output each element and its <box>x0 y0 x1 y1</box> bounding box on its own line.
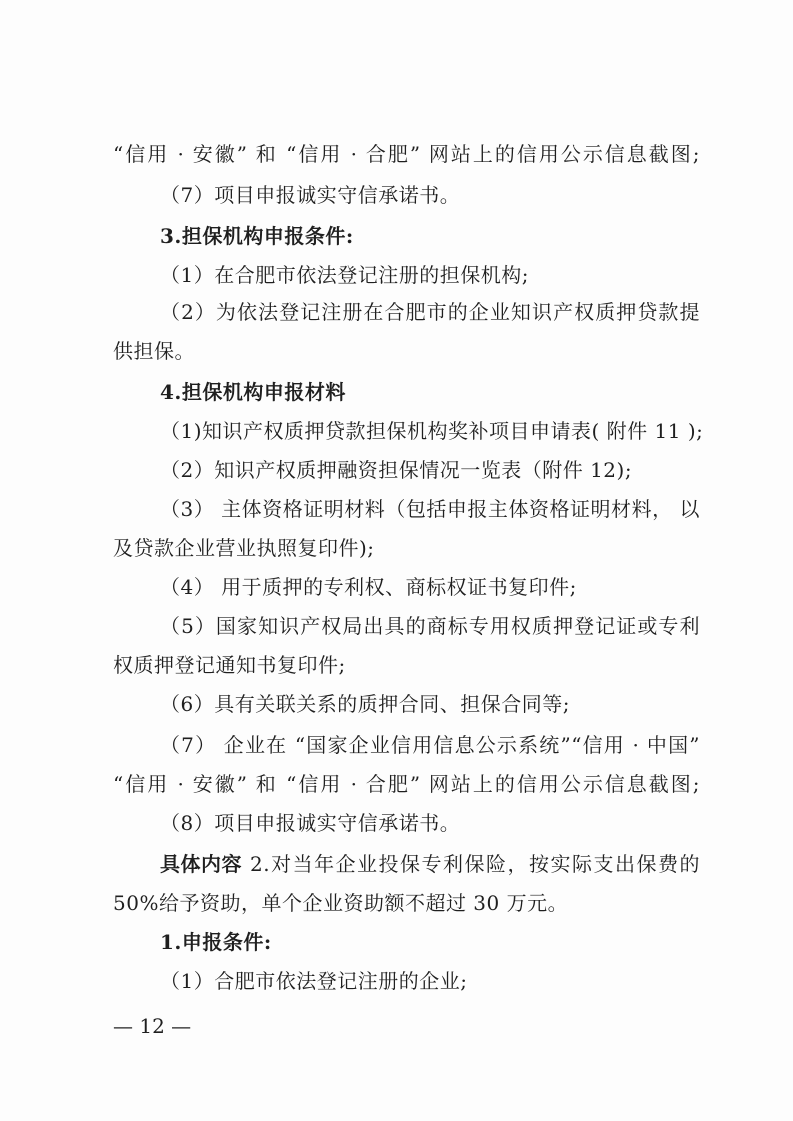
specific-content-label: 具体内容 <box>160 852 242 876</box>
page-number: — 12 — <box>113 1014 192 1038</box>
section-heading: 3.担保机构申报条件: <box>160 224 354 248</box>
section-heading: 1.申报条件: <box>160 930 272 954</box>
paragraph-line: （1）合肥市依法登记注册的企业; <box>160 969 468 993</box>
paragraph-line: （3） 主体资格证明材料（包括申报主体资格证明材料， 以 <box>160 497 700 521</box>
paragraph-line: 权质押登记通知书复印件; <box>113 653 346 677</box>
paragraph-line: “信用 · 安徽” 和 “信用 · 合肥” 网站上的信用公示信息截图; <box>113 142 700 166</box>
paragraph-line: （1）在合肥市依法登记注册的担保机构; <box>160 263 529 287</box>
paragraph-line: （8）项目申报诚实守信承诺书。 <box>160 811 461 835</box>
paragraph-line: （2）知识产权质押融资担保情况一览表（附件 12); <box>160 458 633 482</box>
paragraph-line: （6）具有关联关系的质押合同、担保合同等; <box>160 692 570 716</box>
paragraph-line: （7） 企业在 “国家企业信用信息公示系统”“信用 · 中国” <box>160 733 700 757</box>
paragraph-line: （4） 用于质押的专利权、商标权证书复印件; <box>160 575 577 599</box>
paragraph-text: 2.对当年企业投保专利保险，按实际支出保费的 <box>250 852 700 876</box>
paragraph-line: 50%给予资助，单个企业资助额不超过 30 万元。 <box>113 891 569 915</box>
paragraph-line: （1)知识产权质押贷款担保机构奖补项目申请表( 附件 11 ); <box>160 419 704 443</box>
paragraph-line: 及贷款企业营业执照复印件); <box>113 536 375 560</box>
section-heading: 4.担保机构申报材料 <box>160 380 346 404</box>
paragraph-line: “信用 · 安徽” 和 “信用 · 合肥” 网站上的信用公示信息截图; <box>113 772 700 796</box>
paragraph-line <box>160 850 700 878</box>
paragraph-line: （5）国家知识产权局出具的商标专用权质押登记证或专利 <box>160 614 700 638</box>
paragraph-line: 供担保。 <box>113 339 195 363</box>
paragraph-line: （7）项目申报诚实守信承诺书。 <box>160 183 461 207</box>
paragraph-line: （2）为依法登记注册在合肥市的企业知识产权质押贷款提 <box>160 300 700 324</box>
